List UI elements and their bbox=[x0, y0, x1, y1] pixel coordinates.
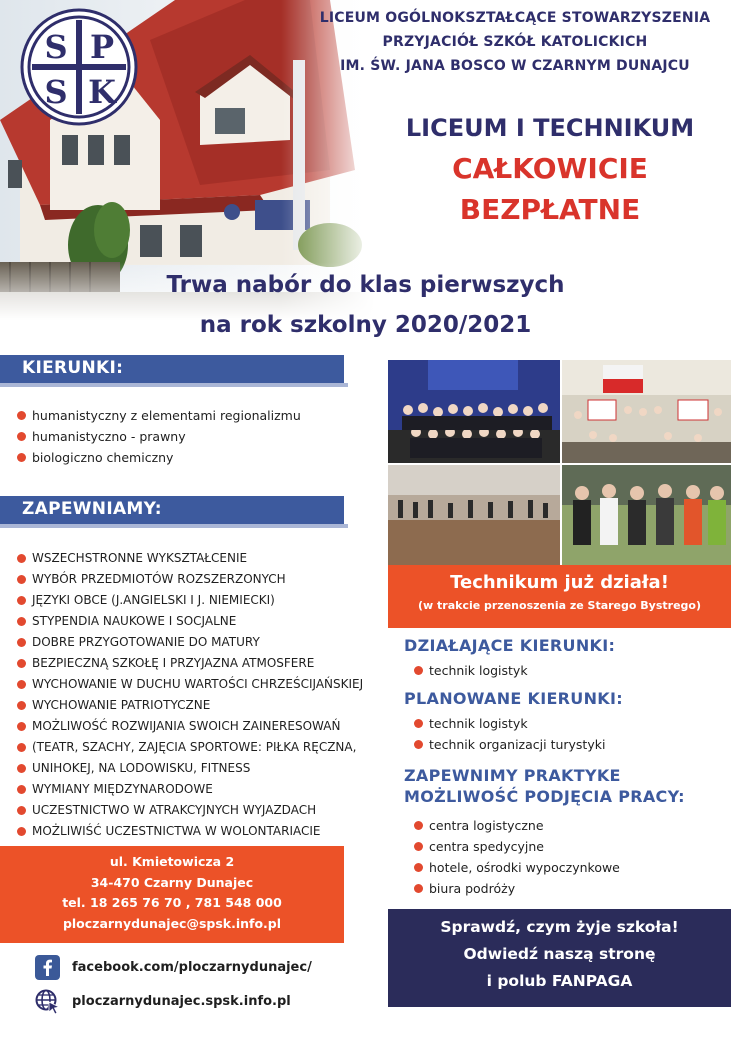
contact-phone: tel. 18 265 76 70 , 781 548 000 bbox=[62, 895, 282, 910]
facebook-icon bbox=[35, 955, 60, 980]
svg-text:S: S bbox=[44, 73, 68, 111]
planowane-list bbox=[414, 713, 605, 755]
school-name-line: IM. ŚW. JANA BOSCO W CZARNYM DUNAJCU bbox=[340, 58, 690, 74]
headline-liceum: LICEUM I TECHNIKUM bbox=[405, 114, 695, 142]
technikum-subtitle: (w trakcie przenoszenia ze Starego Bystrego) bbox=[418, 599, 701, 612]
praktyki-list bbox=[414, 815, 620, 899]
recruitment-line: na rok szkolny 2020/2021 bbox=[199, 312, 532, 338]
contact-city: 34-470 Czarny Dunajec bbox=[90, 874, 254, 890]
list-item: biura podróży bbox=[414, 878, 620, 899]
technikum-banner bbox=[388, 565, 731, 628]
list-item: centra logistyczne bbox=[414, 815, 620, 836]
svg-text:S: S bbox=[44, 28, 68, 66]
dzialajace-list bbox=[414, 660, 528, 681]
list-item: centra spedycyjne bbox=[414, 836, 620, 857]
list-item: (TEATR, SZACHY, ZAJĘCIA SPORTOWE: PIŁKA RĘCZNA, bbox=[17, 737, 363, 758]
section-title: KIERUNKI: bbox=[22, 358, 124, 378]
svg-text:P: P bbox=[89, 28, 115, 66]
dzialajace-heading: DZIAŁAJĄCE KIERUNKI: bbox=[404, 636, 616, 655]
list-item: MOŻLIWIŚĆ UCZESTNICTWA W WOLONTARIACIE bbox=[17, 821, 363, 842]
cta-line: Odwiedź naszą stronę bbox=[463, 945, 656, 963]
website-url[interactable]: ploczarnydunajec.spsk.info.pl bbox=[72, 994, 291, 1009]
kierunki-list bbox=[17, 405, 301, 468]
globe-cursor-icon bbox=[35, 989, 60, 1014]
school-life-photos bbox=[388, 360, 731, 565]
school-name-line: PRZYJACIÓŁ SZKÓŁ KATOLICKICH bbox=[382, 34, 648, 50]
contact-email[interactable]: ploczarnydunajec@spsk.info.pl bbox=[62, 915, 282, 931]
section-kierunki bbox=[0, 355, 344, 383]
headline-free: BEZPŁATNE bbox=[459, 193, 641, 226]
cta-line: i polub FANPAGA bbox=[486, 972, 633, 990]
check-school-box bbox=[388, 909, 731, 1007]
list-item: MOŻLIWOŚĆ ROZWIJANIA SWOICH ZAINERESOWAŃ bbox=[17, 716, 363, 737]
list-item: WYCHOWANIE W DUCHU WARTOŚCI CHRZEŚCIJAŃSKIEJ bbox=[17, 674, 363, 695]
list-item: DOBRE PRZYGOTOWANIE DO MATURY bbox=[17, 632, 363, 653]
list-item: JĘZYKI OBCE (J.ANGIELSKI I J. NIEMIECKI) bbox=[17, 590, 363, 611]
contact-box bbox=[0, 846, 344, 943]
list-item: BEZPIECZNĄ SZKOŁĘ I PRZYJAZNA ATMOSFERE bbox=[17, 653, 363, 674]
technikum-title: Technikum już działa! bbox=[450, 572, 669, 593]
list-item: hotele, ośrodki wypoczynkowe bbox=[414, 857, 620, 878]
school-name-line: LICEUM OGÓLNOKSZTAŁCĄCE STOWARZYSZENIA bbox=[319, 10, 711, 26]
list-item: WSZECHSTRONNE WYKSZTAŁCENIE bbox=[17, 548, 363, 569]
svg-text:K: K bbox=[88, 73, 116, 111]
list-item: technik organizacji turystyki bbox=[414, 734, 605, 755]
recruitment-line: Trwa nabór do klas pierwszych bbox=[166, 272, 565, 298]
list-item: humanistyczno - prawny bbox=[17, 426, 301, 447]
list-item: STYPENDIA NAUKOWE I SOCJALNE bbox=[17, 611, 363, 632]
zapewniamy-list bbox=[17, 548, 363, 842]
praktyki-heading: ZAPEWNIMY PRAKTYKE bbox=[404, 766, 621, 785]
list-item: WYMIANY MIĘDZYNARODOWE bbox=[17, 779, 363, 800]
list-item: WYBÓR PRZEDMIOTÓW ROZSZERZONYCH bbox=[17, 569, 363, 590]
facebook-link[interactable] bbox=[35, 955, 312, 980]
list-item: UCZESTNICTWO W ATRAKCYJNYCH WYJAZDACH bbox=[17, 800, 363, 821]
praktyki-heading: MOŻLIWOŚĆ PODJĘCIA PRACY: bbox=[404, 787, 685, 806]
cta-line: Sprawdź, czym żyje szkoła! bbox=[440, 918, 679, 936]
contact-street: ul. Kmietowicza 2 bbox=[109, 854, 235, 869]
list-item: technik logistyk bbox=[414, 660, 528, 681]
section-title: ZAPEWNIAMY: bbox=[22, 499, 162, 519]
list-item: biologiczno chemiczny bbox=[17, 447, 301, 468]
facebook-url[interactable]: facebook.com/ploczarnydunajec/ bbox=[72, 960, 312, 975]
section-zapewniamy bbox=[0, 496, 344, 524]
website-link[interactable] bbox=[35, 989, 291, 1014]
spsk-logo bbox=[20, 8, 138, 126]
list-item: UNIHOKEJ, NA LODOWISKU, FITNESS bbox=[17, 758, 363, 779]
list-item: technik logistyk bbox=[414, 713, 605, 734]
list-item: humanistyczny z elementami regionalizmu bbox=[17, 405, 301, 426]
list-item: WYCHOWANIE PATRIOTYCZNE bbox=[17, 695, 363, 716]
planowane-heading: PLANOWANE KIERUNKI: bbox=[404, 689, 623, 708]
headline-free: CAŁKOWICIE bbox=[452, 152, 648, 185]
